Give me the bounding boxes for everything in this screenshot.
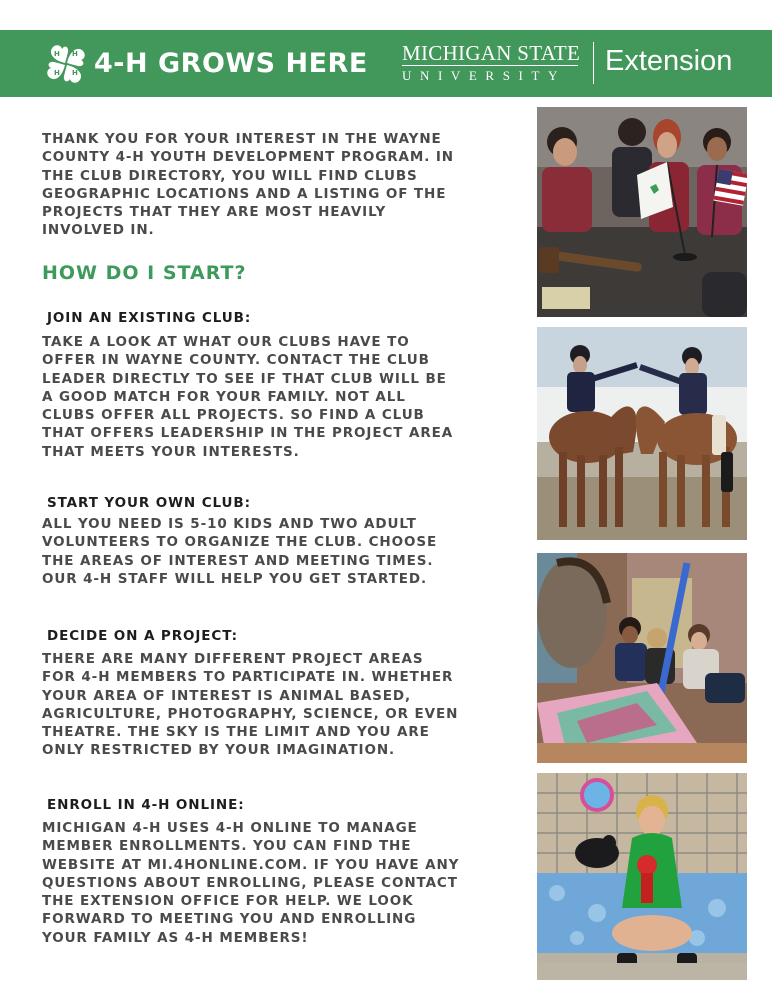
svg-text:H: H	[72, 50, 78, 58]
wordmark-rule	[402, 65, 578, 66]
four-leaf-clover-icon	[44, 42, 88, 86]
tagline: 4-H GROWS HERE	[94, 48, 368, 79]
start-club-title: START YOUR OWN CLUB:	[47, 495, 251, 511]
enroll-body: MICHIGAN 4-H USES 4-H ONLINE TO MANAGE MEMBER ENROLLMENTS. YOU CAN FIND THE WEBSITE AT MI.4HONLINE.COM. IF YOU HAVE ANY QUESTIONS ABOUT ENROLLING, PLEASE CONTACT THE EXTENSION OFFICE FOR HELP. WE LOOK FORWARD TO MEETING YOU AND ENROLLING YOUR FAMILY AS 4-H MEMBERS!	[42, 820, 460, 946]
svg-text:H: H	[54, 69, 60, 77]
header-banner	[0, 30, 772, 97]
university-name: MICHIGAN STATE	[402, 41, 581, 65]
section-heading: HOW DO I START?	[42, 262, 247, 284]
intro-paragraph: THANK YOU FOR YOUR INTEREST IN THE WAYNE COUNTY 4-H YOUTH DEVELOPMENT PROGRAM. IN THE CLUB DIRECTORY, YOU WILL FIND CLUBS GEOGRAPHIC LOCATIONS AND A LISTING OF THE PROJECTS THAT THEY ARE MOST HEAVILY INVOLVED IN.	[42, 131, 454, 239]
start-club-body: ALL YOU NEED IS 5-10 KIDS AND TWO ADULT VOLUNTEERS TO ORGANIZE THE CLUB. CHOOSE THE AREAS OF INTEREST AND MEETING TIMES. OUR 4-H STAFF WILL HELP YOU GET STARTED.	[42, 516, 438, 587]
join-club-body: TAKE A LOOK AT WHAT OUR CLUBS HAVE TO OFFER IN WAYNE COUNTY. CONTACT THE CLUB LEADER DIRECTLY TO SEE IF THAT CLUB WILL BE A GOOD MATCH FOR YOUR FAMILY. NOT ALL CLUBS OFFER ALL PROJECTS. SO FIND A CLUB THAT OFFERS LEADERSHIP IN THE PROJECT AREA THAT MEETS YOUR INTERESTS.	[42, 334, 454, 460]
project-body: THERE ARE MANY DIFFERENT PROJECT AREAS FOR 4-H MEMBERS TO PARTICIPATE IN. WHETHER YOUR AREA OF INTEREST IS ANIMAL BASED, AGRICULTURE, PHOTOGRAPHY, SCIENCE, OR EVEN THEATRE. THE SKY IS THE LIMIT AND YOU ARE ONLY RESTRICTED BY YOUR IMAGINATION.	[42, 651, 459, 759]
rabbit-ribbon-photo	[537, 773, 747, 980]
enroll-title: ENROLL IN 4-H ONLINE:	[47, 797, 245, 813]
division-name: Extension	[605, 45, 733, 77]
svg-text:H: H	[72, 69, 78, 77]
tie-blanket-photo	[537, 553, 747, 763]
project-title: DECIDE ON A PROJECT:	[47, 628, 238, 644]
join-club-title: JOIN AN EXISTING CLUB:	[47, 310, 252, 326]
svg-text:H: H	[54, 50, 60, 58]
horse-riders-photo	[537, 327, 747, 540]
msu-wordmark	[402, 43, 582, 83]
university-label: UNIVERSITY	[402, 68, 566, 83]
youth-meeting-photo	[537, 107, 747, 317]
header-divider	[593, 42, 594, 84]
